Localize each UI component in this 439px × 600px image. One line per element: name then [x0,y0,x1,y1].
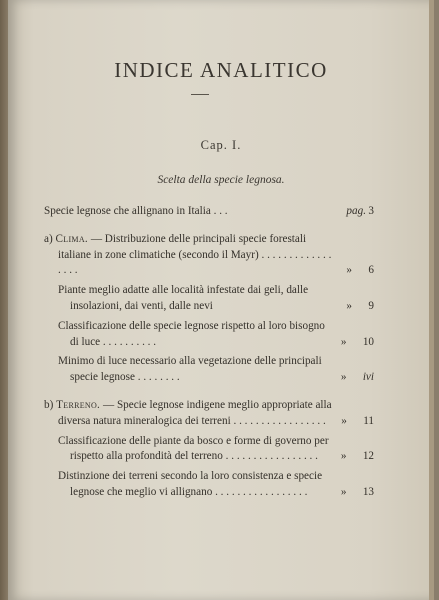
page-mark: » [340,485,347,498]
entry-page-ref [326,414,374,430]
chapter-heading: Cap. I. [200,138,242,152]
title-divider [191,94,209,95]
entry-page-ref [326,335,374,351]
section-label: a) [44,232,53,245]
page-mark: » [340,450,347,463]
index-entry [44,434,374,466]
entry-text: Specie legnose che allignano in Italia . . . [44,205,228,217]
entry-text: Classificazione delle specie legnose rispetto al loro bisogno di luce . . . . . . . . . . [58,319,325,348]
page-mark: » [341,414,347,427]
index-entry [44,319,374,351]
entry-text: b) Terreno. — Specie legnose indigene meglio appropriate alla diversa natura mineralogica dei terreni . . . . . . . . . . . . . . . . . [44,398,332,427]
index-entries [44,204,374,505]
index-entry [44,354,374,386]
entry-page-ref [326,370,374,386]
page-number: 12 [362,450,374,463]
section-heading: Clima. [55,232,89,245]
entry-page-ref [326,449,374,465]
page-mark: pag. [346,205,366,217]
entry-text: Classificazione delle piante da bosco e forme di governo per rispetto alla profondità del terreno . . . . . . . . . . . . . . . . . [58,434,329,463]
page-mark: » [340,371,347,384]
page-number: 13 [362,485,374,498]
page-number: ivi [362,371,374,384]
entry-page-ref [326,204,374,220]
index-entry [44,398,374,430]
page-mark: » [340,335,347,348]
page-mark: » [346,264,352,277]
page-mark: » [346,299,352,312]
page-number: 9 [368,299,374,312]
book-page [8,0,434,600]
chapter-subtitle: Scelta della specie legnosa. [157,174,285,186]
entry-page-ref [326,299,374,315]
page-number: 10 [362,335,374,348]
page-number: 3 [368,205,374,217]
index-entry [44,283,374,315]
section-label: b) [44,398,54,411]
index-entry [44,232,374,279]
entry-text: Distinzione dei terreni secondo la loro consistenza e specie legnose che meglio vi allignano . . . . . . . . . . . . . . . . . [58,470,323,498]
page-edge [429,0,434,600]
entry-page-ref [326,485,374,501]
index-entry [44,204,374,220]
entry-text: a) Clima. — Distribuzione delle principali specie forestali italiane in zone climatiche (secondo il Mayr) . . . . . . . . . . . . . . . . . [44,232,332,277]
section-heading: Terreno. [56,398,101,411]
entry-text: Minimo di luce necessario alla vegetazione delle principali specie legnose . . . . . . . . [58,355,322,384]
entry-page-ref [326,263,374,279]
page-number: 11 [363,414,374,427]
index-entry [44,469,374,501]
page-title: INDICE ANALITICO [114,58,328,82]
page-number: 6 [368,264,374,277]
entry-text: Piante meglio adatte alle località infestate dai geli, dalle insolazioni, dai venti, dalle nevi [58,284,309,312]
